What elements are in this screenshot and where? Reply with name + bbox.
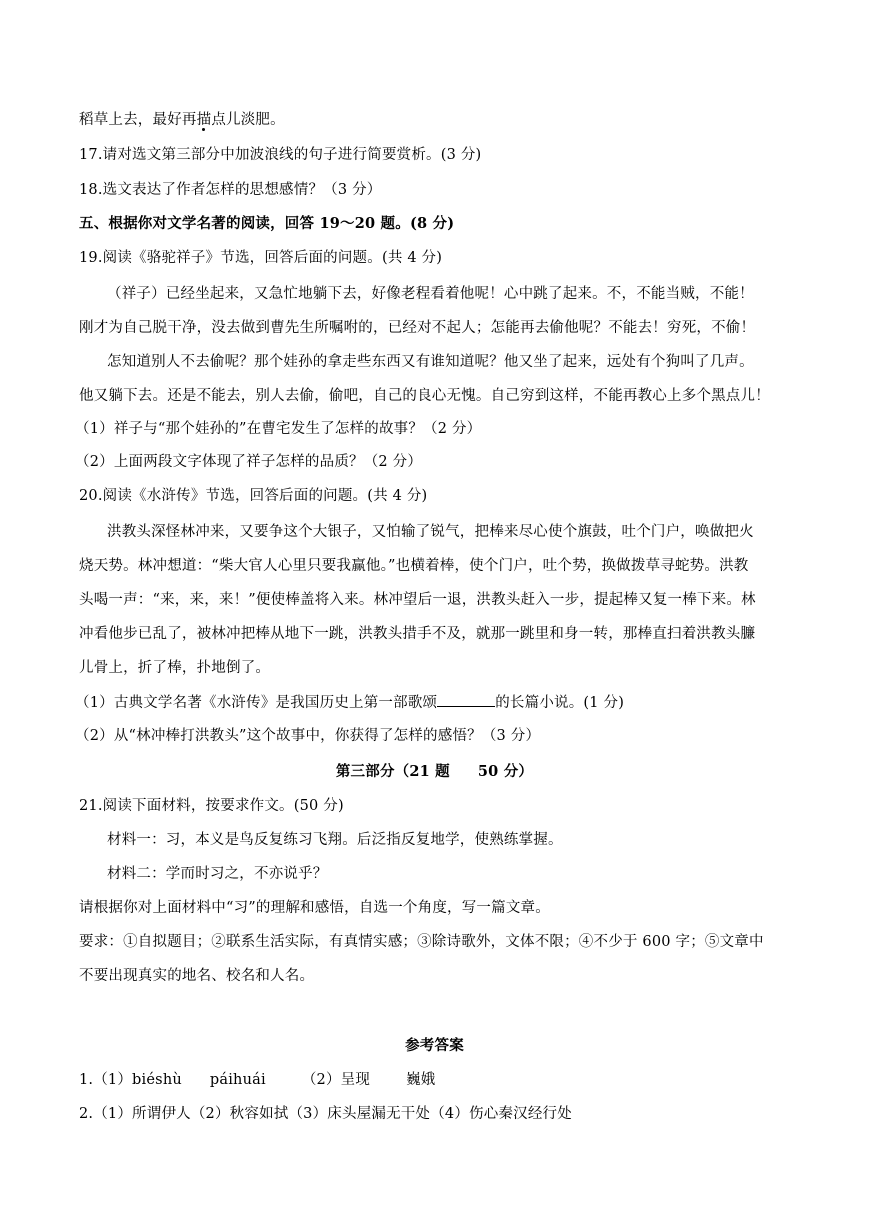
q20-passage-line: 冲看他步已乱了，被林冲把棒从地下一跳，洪教头措手不及，就那一跳里和身一转，那棒直扫着洪教头臁 (79, 626, 756, 642)
answer-1: 1.（1）biéshù páihuái （2）呈现 巍娥 (79, 1072, 436, 1088)
question-20-stem: 20.阅读《水浒传》节选，回答后面的问题。(共 4 分) (79, 488, 428, 504)
answer-2: 2.（1）所谓伊人（2）秋容如拭（3）床头屋漏无干处（4）伤心秦汉经行处 (79, 1106, 572, 1122)
q20-passage-line: 儿骨上，折了棒，扑地倒了。 (79, 660, 271, 676)
question-18: 18.选文表达了作者怎样的思想感情？（3 分） (79, 182, 382, 198)
q19-passage-line: 他又躺下去。还是不能去，别人去偷，偷吧，自己的良心无愧。自己穷到这样，不能再教心上多个黑点儿！ (79, 388, 770, 404)
q19-subquestion-1: （1）祥子与“那个娃孙的”在曹宅发生了怎样的故事？（2 分） (75, 421, 482, 437)
q20-passage-line: 头喝一声：“来，来，来！”便使棒盖将入来。林冲望后一退，洪教头赶入一步，提起棒又复一棒下来。林 (79, 592, 756, 608)
q21-material-1: 材料一：习，本义是鸟反复练习飞翔。后泛指反复地学，使熟练掌握。 (107, 832, 563, 848)
q20-passage-line: 烧天势。林冲想道：“柴大官人心里只要我赢他。”也横着棒，使个门户，吐个势，换做拨草寻蛇势。洪教 (79, 558, 749, 574)
q21-requirements-line: 不要出现真实的地名、校名和人名。 (79, 968, 315, 984)
continued-text-line: 稻草上去，最好再描点儿淡肥。 (79, 112, 285, 128)
question-21-stem: 21.阅读下面材料，按要求作文。(50 分) (79, 798, 344, 814)
q21-prompt: 请根据你对上面材料中“习”的理解和感悟，自选一个角度，写一篇文章。 (79, 900, 550, 916)
question-17: 17.请对选文第三部分中加波浪线的句子进行简要赏析。(3 分) (79, 147, 482, 163)
q20-subquestion-2: （2）从“林冲棒打洪教头”这个故事中，你获得了怎样的感悟？（3 分） (75, 728, 541, 744)
q21-material-2: 材料二：学而时习之，不亦说乎？ (107, 866, 328, 882)
q20-passage-line: 洪教头深怪林冲来，又要争这个大银子，又怕输了锐气，把棒来尽心使个旗鼓，吐个门户，唤做把火 (107, 524, 754, 540)
part-3-heading: 第三部分（21 题 50 分） (335, 763, 534, 780)
q19-subquestion-2: （2）上面两段文字体现了祥子怎样的品质？（2 分） (75, 454, 423, 470)
q20-subquestion-1: （1）古典文学名著《水浒传》是我国历史上第一部歌颂 的长篇小说。(1 分) (75, 692, 624, 713)
question-19-stem: 19.阅读《骆驼祥子》节选，回答后面的问题。(共 4 分) (79, 250, 443, 266)
section-5-heading: 五、根据你对文学名著的阅读，回答 19～20 题。(8 分) (79, 215, 455, 232)
answer-blank (437, 692, 495, 707)
q19-passage-line: （祥子）已经坐起来，又急忙地躺下去，好像老程看着他呢！心中跳了起来。不，不能当贼，不能！ (107, 286, 754, 302)
q19-passage-line: 刚才为自己脱干净，没去做到曹先生所嘱咐的，已经对不起人；怎能再去偷他呢？不能去！穷死，不偷！ (79, 320, 756, 336)
q19-passage-line: 怎知道别人不去偷呢？那个娃孙的拿走些东西又有谁知道呢？他又坐了起来，远处有个狗叫了几声。 (107, 354, 754, 370)
answers-heading: 参考答案 (405, 1037, 464, 1054)
q21-requirements-line: 要求：①自拟题目；②联系生活实际，有真情实感；③除诗歌外，文体不限；④不少于 600 字；⑤文章中 (79, 934, 764, 950)
emphasis-dot-char: 描 (196, 112, 212, 128)
